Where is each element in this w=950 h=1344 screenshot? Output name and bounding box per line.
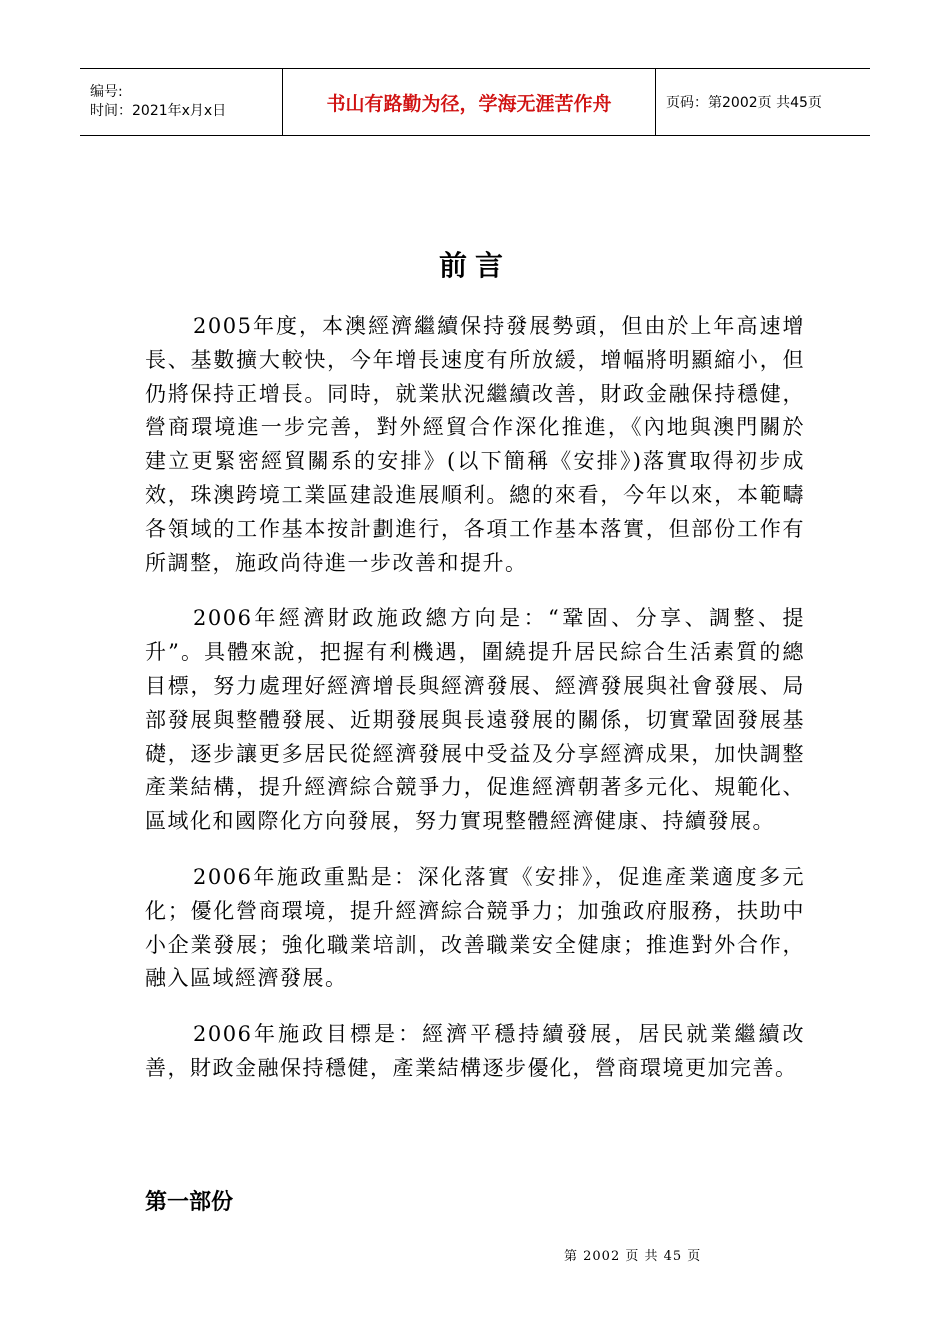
header-motto bbox=[283, 69, 656, 135]
paragraph-2: 2006年經濟財政施政總方向是：“鞏固、分享、調整、提升”。具體來說，把握有利機遇，圍繞提升居民綜合生活素質的總目標，努力處理好經濟增長與經濟發展、經濟發展與社會發展、局部發展與整體發展、近期發展與長遠發展的關係，切實鞏固發展基礎，逐步讓更多居民從經濟發展中受益及分享經濟成果，加快調整產業結構，提升經濟綜合競爭力，促進經濟朝著多元化、規範化、區域化和國際化方向發展，努力實現整體經濟健康、持續發展。 bbox=[145, 606, 805, 834]
page-info-text: 页码：第2002页 共45页 bbox=[666, 95, 822, 111]
document-header bbox=[80, 68, 870, 136]
page-title: 前言 bbox=[438, 249, 511, 282]
document-date: 时间：2021年x月x日 bbox=[90, 103, 227, 119]
header-meta bbox=[80, 69, 283, 135]
page-footer: 第 2002 页 共 45 页 bbox=[564, 1249, 702, 1264]
section-heading: 第一部份 bbox=[145, 1190, 234, 1215]
header-page-info bbox=[656, 69, 870, 135]
document-number-label: 编号: bbox=[90, 84, 123, 100]
motto-text: 书山有路勤为径，学海无涯苦作舟 bbox=[326, 92, 612, 115]
paragraph-3: 2006年施政重點是：深化落實《安排》，促進產業適度多元化；優化營商環境，提升經濟綜合競爭力；加強政府服務，扶助中小企業發展；強化職業培訓，改善職業安全健康；推進對外合作，融入區域經濟發展。 bbox=[145, 864, 805, 991]
document-body bbox=[145, 310, 805, 1108]
paragraph-1: 2005年度，本澳經濟繼續保持發展勢頭，但由於上年高速增長、基數擴大較快，今年增長速度有所放緩，增幅將明顯縮小，但仍將保持正增長。同時，就業狀況繼續改善，財政金融保持穩健，營商環境進一步完善，對外經貿合作深化推進，《內地與澳門關於建立更緊密經貿關系的安排》(以下簡稱《安排》)落實取得初步成效，珠澳跨境工業區建設進展順利。總的來看，今年以來，本範疇各領域的工作基本按計劃進行，各項工作基本落實，但部份工作有所調整，施政尚待進一步改善和提升。 bbox=[145, 314, 805, 575]
paragraph-4: 2006年施政目標是：經濟平穩持續發展，居民就業繼續改善，財政金融保持穩健，產業結構逐步優化，營商環境更加完善。 bbox=[145, 1022, 805, 1080]
